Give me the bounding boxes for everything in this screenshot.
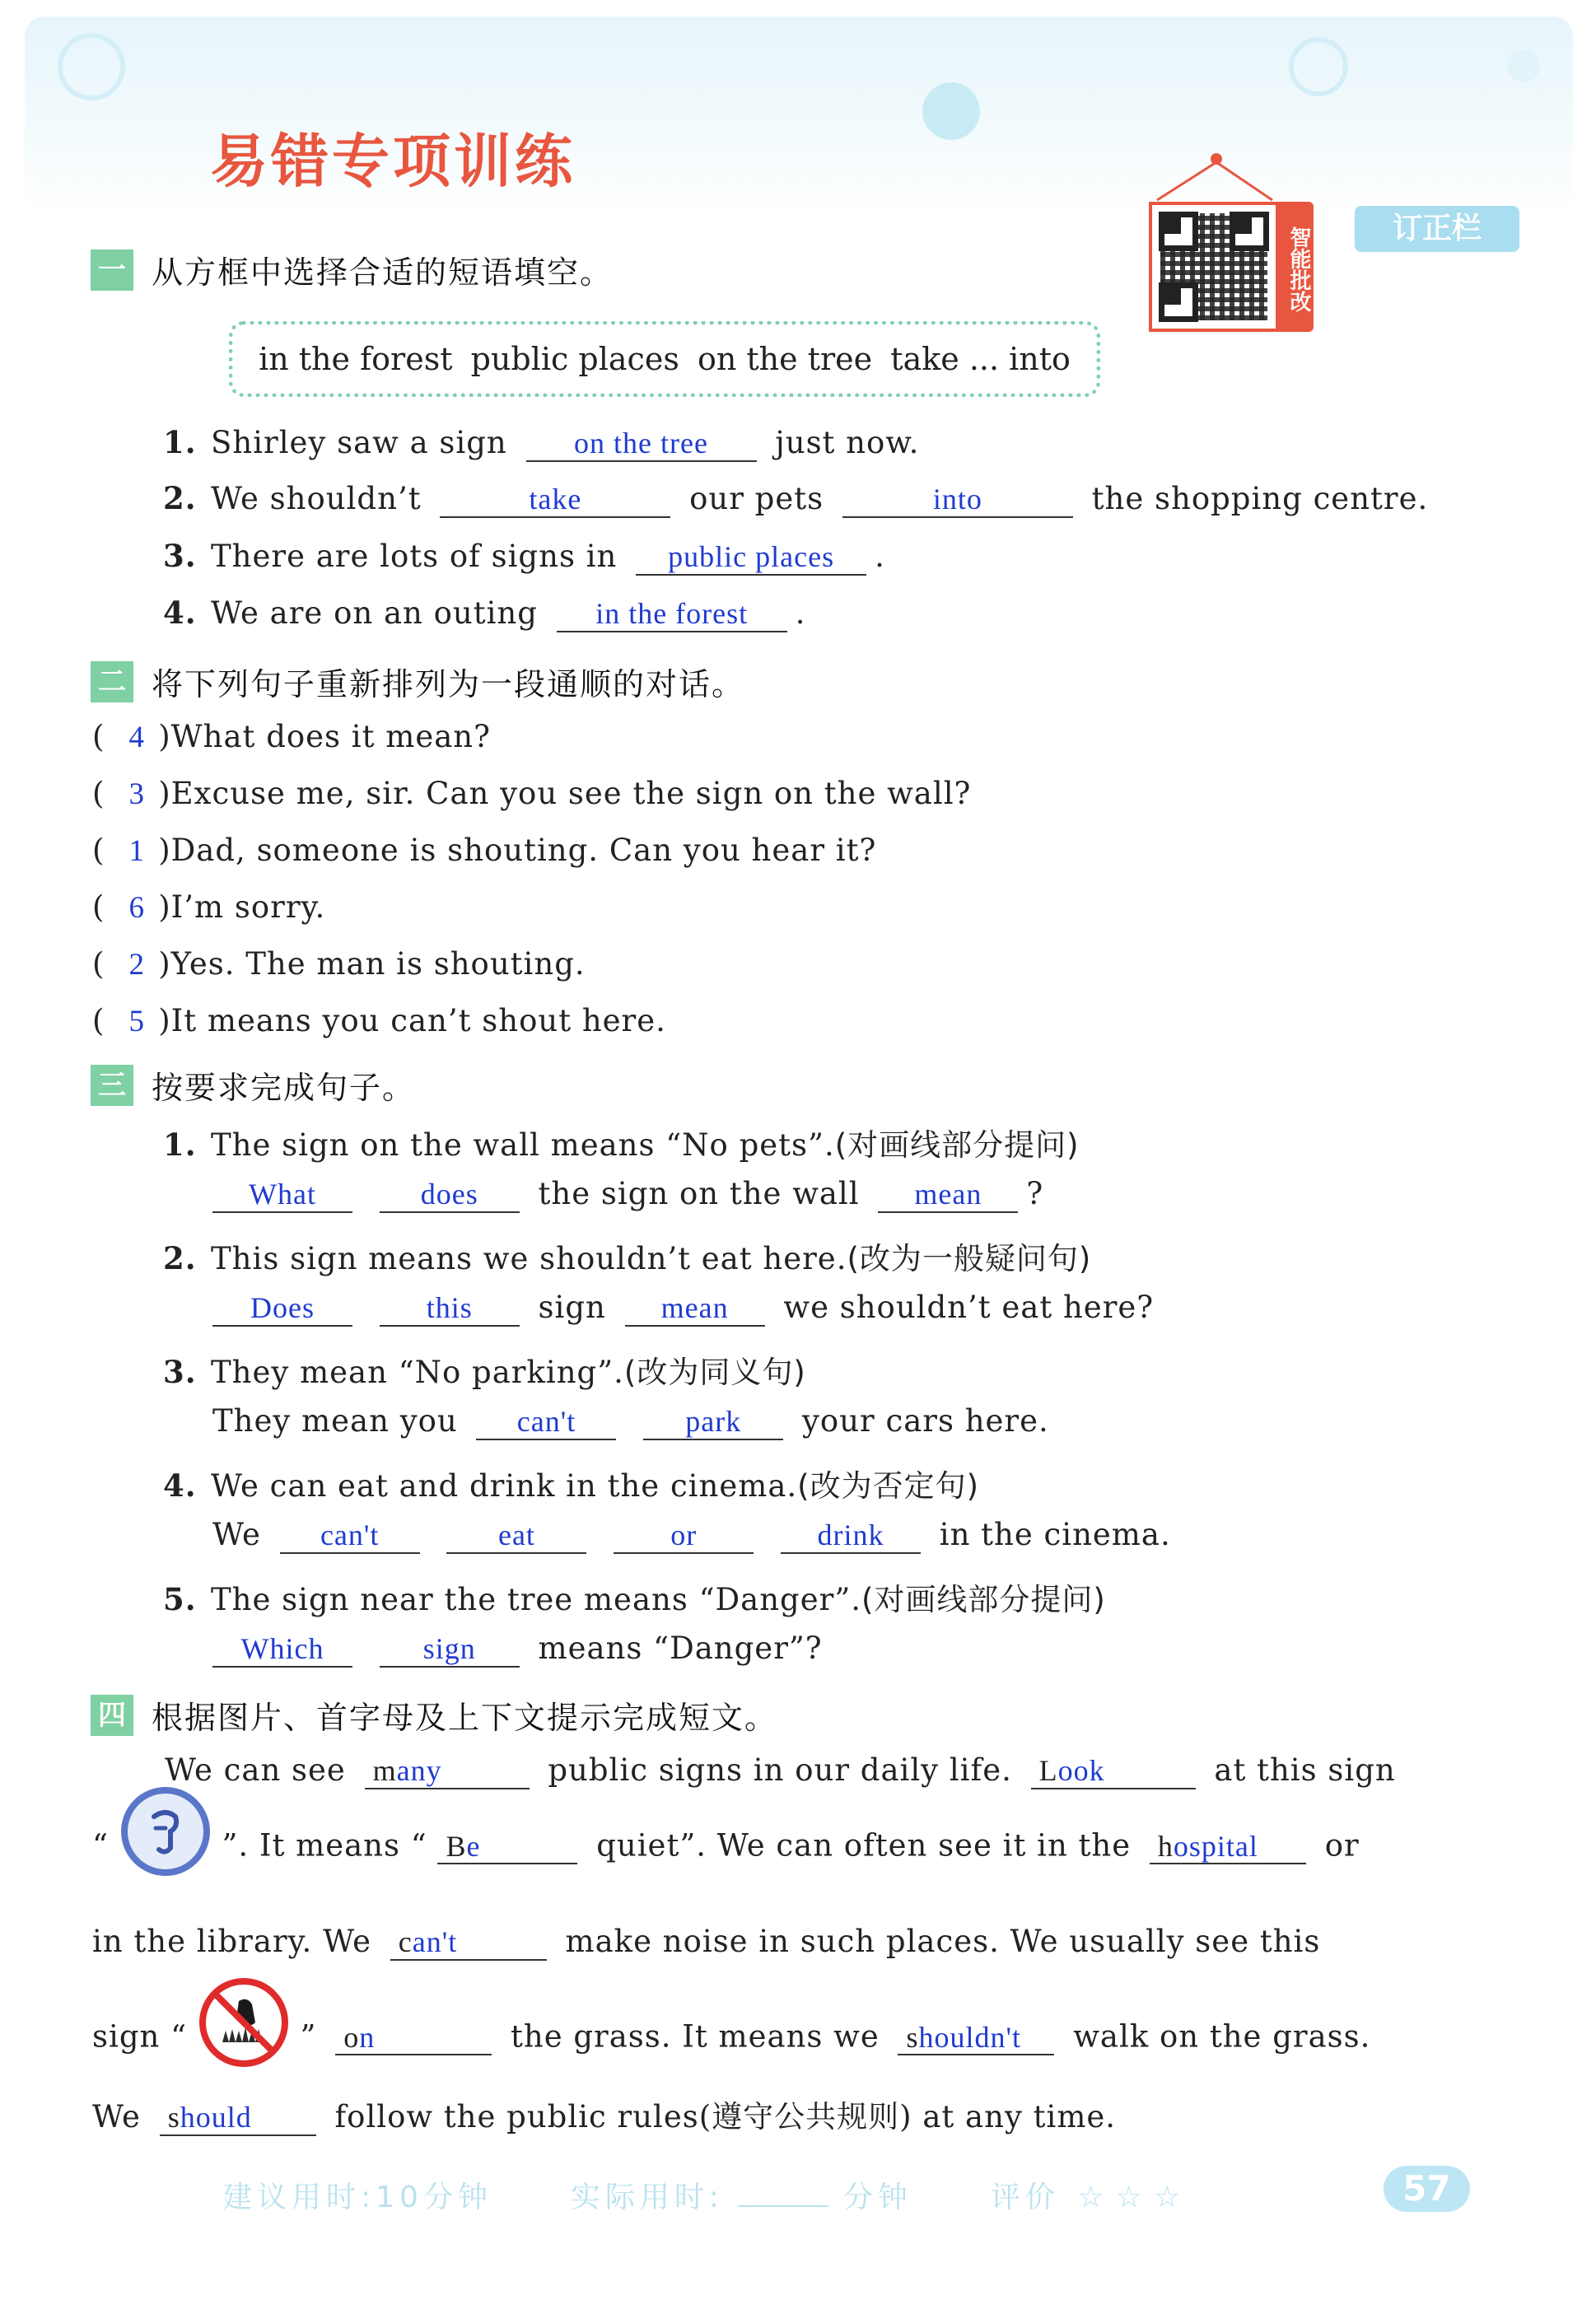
s3-question-2: 2. This sign means we shouldn’t eat here.(改为一般疑问句) xyxy=(163,1240,1092,1276)
section-title: 将下列句子重新排列为一段通顺的对话。 xyxy=(152,666,745,702)
s2-dialogue-line: ( 6 )I’m sorry. xyxy=(92,889,326,925)
answer-blank[interactable]: park xyxy=(643,1406,783,1440)
section-1-heading xyxy=(91,247,613,292)
s4-passage-line-1: We can see many public signs in our daily life. Look at this sign xyxy=(165,1752,1396,1788)
answer-blank[interactable]: take xyxy=(440,483,670,518)
s3-answer-4: We can't eat or drink in the cinema. xyxy=(212,1517,1171,1552)
s3-answer-2: Does this sign mean we shouldn’t eat here? xyxy=(212,1290,1154,1327)
answer-blank[interactable]: shouldn't xyxy=(898,2022,1054,2056)
order-answer[interactable]: 3 xyxy=(128,777,145,811)
order-answer[interactable]: 2 xyxy=(128,948,145,982)
word-option: take ... into xyxy=(890,341,1071,377)
section-number: 一 xyxy=(91,250,133,291)
word-box xyxy=(229,321,1100,397)
smart-grading-label: 智能批改 xyxy=(1279,202,1314,332)
section-title: 根据图片、首字母及上下文提示完成短文。 xyxy=(152,1700,778,1736)
page-number: 57 xyxy=(1384,2166,1470,2212)
answer-blank[interactable]: on xyxy=(335,2022,492,2056)
footer-timing xyxy=(222,2174,1188,2216)
answer-blank[interactable]: this xyxy=(380,1292,520,1327)
answer-blank[interactable]: mean xyxy=(625,1292,765,1327)
s3-answer-3: They mean you can't park your cars here. xyxy=(212,1403,1049,1439)
qr-hanger-icon xyxy=(1149,152,1281,202)
answer-blank[interactable]: drink xyxy=(781,1519,921,1554)
suggested-time: 建议用时:10分钟 xyxy=(222,2181,492,2214)
s1-question-3: 3. There are lots of signs in public places . xyxy=(163,538,885,574)
s4-passage-line-3: in the library. We can't make noise in such places. We usually see this xyxy=(92,1924,1321,1959)
section-4-heading xyxy=(91,1692,777,1738)
answer-blank[interactable]: hospital xyxy=(1150,1831,1306,1865)
section-number: 三 xyxy=(91,1065,133,1106)
word-option: in the forest xyxy=(259,341,453,377)
answer-blank[interactable]: does xyxy=(380,1178,520,1213)
correction-column-label: 订正栏 xyxy=(1355,206,1519,252)
actual-time-field[interactable] xyxy=(738,2205,828,2207)
s4-passage-line-2: “ ”. It means “ Be quiet”. We can often see it in the hospital or xyxy=(92,1818,1360,1878)
s2-dialogue-line: ( 4 )What does it mean? xyxy=(92,719,491,754)
s3-question-4: 4. We can eat and drink in the cinema.(改为否定句) xyxy=(163,1467,980,1504)
answer-blank[interactable]: should xyxy=(160,2102,316,2136)
s3-answer-1: What does the sign on the wall mean ? xyxy=(212,1176,1043,1213)
answer-blank[interactable]: What xyxy=(212,1178,352,1213)
s3-question-1: 1. The sign on the wall means “No pets”.(对画线部分提问) xyxy=(163,1127,1080,1163)
order-answer[interactable]: 4 xyxy=(128,721,145,754)
decor-blob xyxy=(1507,49,1540,82)
qr-code[interactable] xyxy=(1149,202,1279,332)
s2-dialogue-line: ( 5 )It means you can’t shout here. xyxy=(92,1003,666,1038)
star-icon[interactable]: ☆ xyxy=(1115,2181,1147,2214)
order-answer[interactable]: 1 xyxy=(128,834,145,868)
decor-circle xyxy=(58,33,125,100)
s1-question-4: 4. We are on an outing in the forest . xyxy=(163,595,806,631)
s2-dialogue-line: ( 2 )Yes. The man is shouting. xyxy=(92,946,586,982)
star-icon[interactable]: ☆ xyxy=(1153,2181,1186,2214)
section-title: 按要求完成句子。 xyxy=(152,1070,416,1106)
page-title: 易错专项训练 xyxy=(210,128,576,195)
s3-answer-5: Which sign means “Danger”? xyxy=(212,1631,823,1668)
answer-blank[interactable]: can't xyxy=(476,1406,616,1440)
answer-blank[interactable]: Look xyxy=(1031,1755,1196,1789)
s4-passage-line-5: We should follow the public rules(遵守公共规则) at any time. xyxy=(92,2099,1117,2134)
answer-blank[interactable]: or xyxy=(614,1519,754,1554)
minutes-unit: 分钟 xyxy=(842,2181,912,2214)
answer-blank[interactable]: in the forest xyxy=(557,598,787,632)
answer-blank[interactable]: Be xyxy=(437,1831,577,1865)
order-answer[interactable]: 5 xyxy=(128,1005,145,1038)
answer-blank[interactable]: sign xyxy=(380,1633,520,1668)
answer-blank[interactable]: public places xyxy=(636,541,866,576)
answer-blank[interactable]: can't xyxy=(280,1519,420,1554)
s1-question-1: 1. Shirley saw a sign on the tree just now. xyxy=(163,424,920,460)
rating-label: 评价 xyxy=(990,2181,1060,2214)
section-2-heading xyxy=(91,659,744,704)
section-3-heading xyxy=(91,1062,415,1108)
word-option: public places xyxy=(470,341,679,377)
no-walking-on-grass-sign-icon xyxy=(198,1976,290,2069)
decor-circle xyxy=(1289,37,1348,96)
s4-passage-line-4: sign “ ” on the grass. It means we shouldn't walk on the grass. xyxy=(92,2009,1370,2069)
s3-question-5: 5. The sign near the tree means “Danger”.(对画线部分提问) xyxy=(163,1581,1106,1617)
be-quiet-sign-icon xyxy=(119,1785,212,1878)
answer-blank[interactable]: many xyxy=(365,1755,530,1789)
actual-time-label: 实际用时: xyxy=(570,2181,724,2214)
word-option: on the tree xyxy=(697,341,873,377)
answer-blank[interactable]: mean xyxy=(878,1178,1018,1213)
answer-blank[interactable]: Does xyxy=(212,1292,352,1327)
answer-blank[interactable]: can't xyxy=(390,1926,547,1961)
s1-question-2: 2. We shouldn’t take our pets into the shopping centre. xyxy=(163,480,1429,516)
section-number: 二 xyxy=(91,661,133,702)
star-icon[interactable]: ☆ xyxy=(1077,2181,1109,2214)
answer-blank[interactable]: Which xyxy=(212,1633,352,1668)
s3-question-3: 3. They mean “No parking”.(改为同义句) xyxy=(163,1354,806,1390)
order-answer[interactable]: 6 xyxy=(128,891,145,925)
answer-blank[interactable]: into xyxy=(842,483,1073,518)
s2-dialogue-line: ( 3 )Excuse me, sir. Can you see the sign on the wall? xyxy=(92,776,972,811)
s2-dialogue-line: ( 1 )Dad, someone is shouting. Can you hear it? xyxy=(92,833,877,868)
decor-blob xyxy=(922,82,980,140)
answer-blank[interactable]: on the tree xyxy=(526,427,757,462)
section-number: 四 xyxy=(91,1695,133,1736)
answer-blank[interactable]: eat xyxy=(446,1519,586,1554)
section-title: 从方框中选择合适的短语填空。 xyxy=(152,254,614,291)
